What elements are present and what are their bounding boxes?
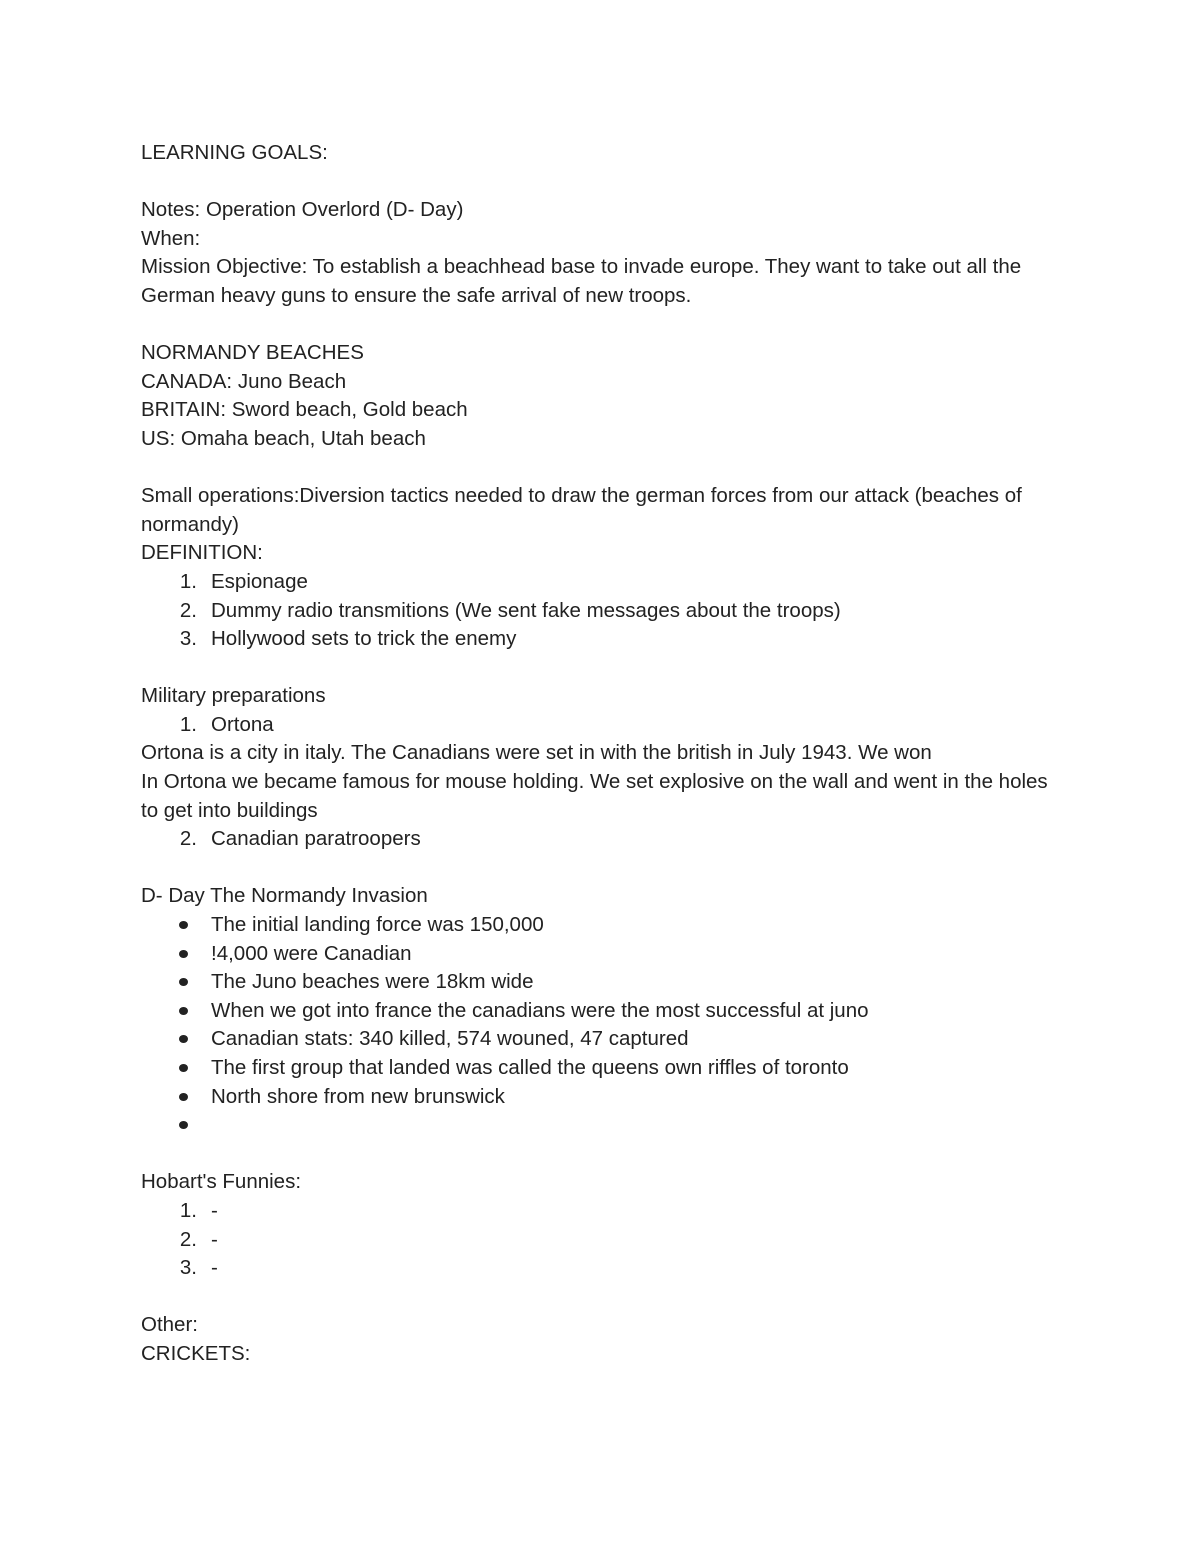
list-item-text: - (211, 1256, 218, 1280)
beach-line: BRITAIN: Sword beach, Gold beach (141, 398, 468, 422)
list-item-text: Canadian paratroopers (211, 827, 421, 851)
notes-title: Notes: Operation Overlord (D- Day) (141, 198, 464, 222)
bullet-item (141, 1083, 1061, 1112)
crickets-label: CRICKETS: (141, 1341, 251, 1365)
list-item-text: Hollywood sets to trick the enemy (211, 627, 517, 651)
bullet-text: North shore from new brunswick (211, 1084, 505, 1108)
list-number: 1. (179, 1198, 197, 1222)
when-label: When: (141, 226, 201, 250)
spacer (141, 168, 1061, 197)
beach-line: CANADA: Juno Beach (141, 369, 347, 393)
bullet-text: The first group that landed was called the queens own riffles of toronto (211, 1056, 849, 1079)
spacer (141, 1283, 1061, 1312)
list-item (141, 711, 1061, 740)
other-label: Other: (141, 1313, 198, 1337)
bullet-icon (179, 1121, 188, 1129)
bullet-item (141, 1025, 1061, 1054)
list-number: 2. (179, 1227, 197, 1251)
bullet-item (141, 940, 1061, 969)
small-operations: Small operations:Diversion tactics needed to draw the german forces from our attack (beaches of normandy) (141, 484, 1022, 536)
list-item (141, 1197, 1061, 1226)
list-number: 3. (179, 627, 197, 651)
list-item (141, 1254, 1061, 1283)
spacer (141, 854, 1061, 883)
bullet-icon (179, 1007, 188, 1015)
military-heading: Military preparations (141, 684, 326, 708)
bullet-item (141, 1111, 1061, 1140)
bullet-icon (179, 978, 188, 986)
bullet-icon (179, 950, 188, 958)
bullet-item (141, 1054, 1061, 1083)
list-item (141, 1226, 1061, 1255)
list-item-text: - (211, 1227, 218, 1251)
list-number: 1. (179, 569, 197, 593)
spacer (141, 311, 1061, 340)
spacer (141, 454, 1061, 483)
list-number: 1. (179, 712, 197, 736)
bullet-item (141, 911, 1061, 940)
list-item (141, 625, 1061, 654)
bullet-text: Canadian stats: 340 killed, 574 wouned, 47 captured (211, 1027, 689, 1051)
list-number: 2. (179, 827, 197, 851)
bullet-icon (179, 1064, 188, 1072)
bullet-text: When we got into france the canadians were the most successful at juno (211, 998, 869, 1022)
bullet-icon (179, 921, 188, 929)
mission-objective: Mission Objective: To establish a beachhead base to invade europe. They want to take out all the German heavy guns to ensure the safe arrival of new troops. (141, 255, 1022, 307)
ortona-paragraph: In Ortona we became famous for mouse holding. We set explosive on the wall and went in the holes to get into buildings (141, 770, 1048, 822)
list-number: 3. (179, 1256, 197, 1280)
list-item-text: Dummy radio transmitions (We sent fake messages about the troops) (211, 598, 841, 622)
dday-heading: D- Day The Normandy Invasion (141, 884, 428, 908)
spacer (141, 1140, 1061, 1169)
ortona-paragraph: Ortona is a city in italy. The Canadians were set in with the british in July 1943. We won (141, 741, 932, 765)
beaches-heading: NORMANDY BEACHES (141, 341, 364, 365)
bullet-icon (179, 1035, 188, 1043)
document-page (141, 139, 1061, 1369)
bullet-item (141, 968, 1061, 997)
list-item (141, 597, 1061, 626)
list-number: 2. (179, 598, 197, 622)
bullet-text: !4,000 were Canadian (211, 941, 412, 965)
list-item-text: Espionage (211, 569, 308, 593)
learning-goals-heading: LEARNING GOALS: (141, 141, 328, 164)
beach-line: US: Omaha beach, Utah beach (141, 426, 426, 450)
bullet-item (141, 997, 1061, 1026)
bullet-text: The Juno beaches were 18km wide (211, 970, 534, 994)
list-item-text: Ortona (211, 712, 274, 736)
bullet-text: The initial landing force was 150,000 (211, 913, 544, 937)
list-item (141, 568, 1061, 597)
definition-heading: DEFINITION: (141, 541, 263, 565)
bullet-icon (179, 1093, 188, 1101)
spacer (141, 654, 1061, 683)
list-item-text: - (211, 1198, 218, 1222)
list-item (141, 825, 1061, 854)
hobarts-heading: Hobart's Funnies: (141, 1170, 302, 1194)
